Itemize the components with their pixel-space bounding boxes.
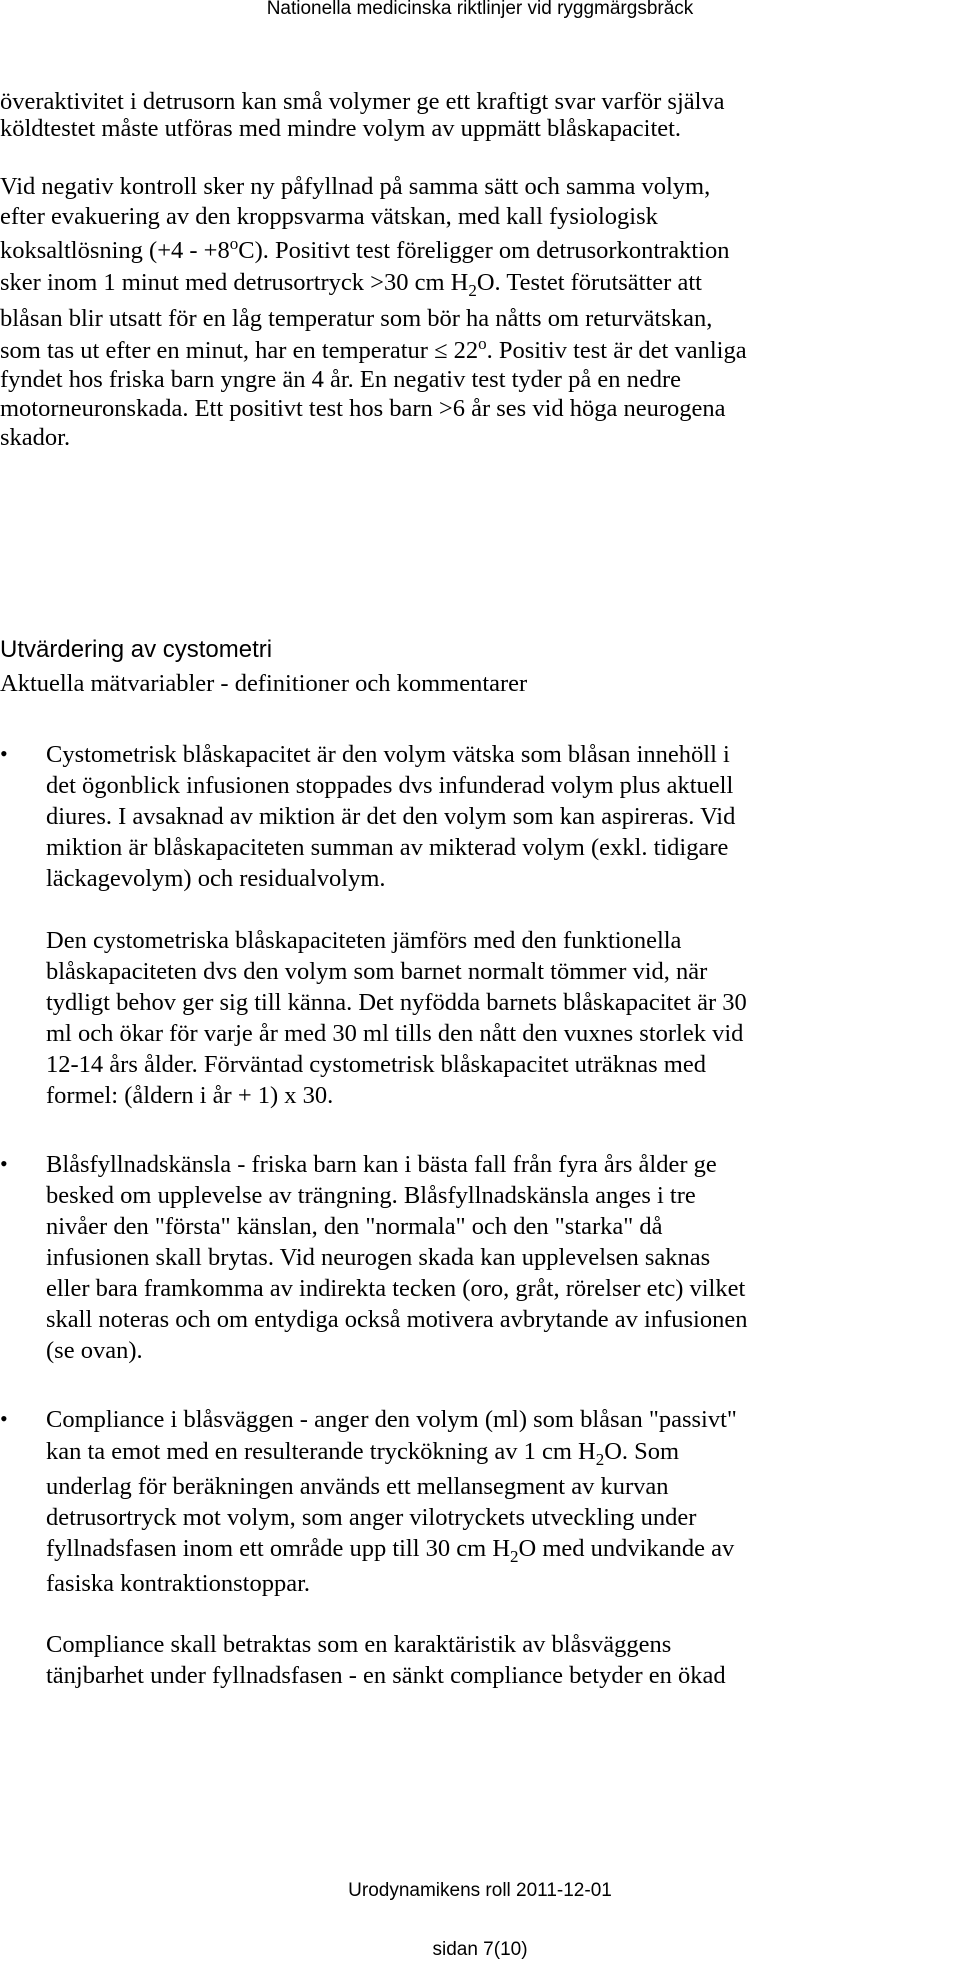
list-item-line: underlag för beräkningen används ett mellansegment av kurvan — [46, 1473, 669, 1500]
list-item-line: miktion är blåskapaciteten summan av mikterad volym (exkl. tidigare — [46, 834, 729, 861]
list-item-line: nivåer den "första" känslan, den "normala" och den "starka" då — [46, 1213, 663, 1240]
running-header: Nationella medicinska riktlinjer vid ryggmärgsbråck — [266, 0, 694, 19]
paragraph-line: fyndet hos friska barn yngre än 4 år. En negativ test tyder på en nedre — [0, 366, 681, 393]
paragraph-line: motorneuronskada. Ett positivt test hos barn >6 år ses vid höga neurogena — [0, 395, 726, 422]
text-run: O med undvikande av — [518, 1535, 735, 1562]
list-item-line: detrusortryck mot volym, som anger vilotryckets utveckling under — [46, 1504, 697, 1531]
list-item-line — [46, 1438, 680, 1469]
list-item-line: fasiska kontraktionstoppar. — [46, 1570, 311, 1597]
list-item-line: besked om upplevelse av trängning. Blåsfyllnadskänsla anges i tre — [46, 1182, 696, 1209]
list-item-line: eller bara framkomma av indirekta tecken (oro, gråt, rörelser etc) vilket — [46, 1275, 746, 1302]
list-item-line: blåskapaciteten dvs den volym som barnet normalt tömmer vid, när — [46, 958, 708, 985]
subscript: 2 — [468, 280, 477, 300]
text-run: C). Positivt test föreligger om detrusorkontraktion — [238, 237, 730, 264]
list-item-line: tydligt behov ger sig till känna. Det nyfödda barnets blåskapacitet är 30 — [46, 989, 747, 1016]
list-item-line: skall noteras och om entydiga också motivera avbrytande av infusionen — [46, 1306, 748, 1333]
list-item-line: Cystometrisk blåskapacitet är den volym vätska som blåsan innehöll i — [46, 741, 730, 768]
list-item-line: läckagevolym) och residualvolym. — [46, 865, 386, 892]
section-heading: Utvärdering av cystometri — [0, 636, 273, 663]
text-run: O. Som — [604, 1438, 680, 1465]
list-item-line: diures. I avsaknad av miktion är det den volym som kan aspireras. Vid — [46, 803, 736, 830]
list-item-line: 12-14 års ålder. Förväntad cystometrisk blåskapacitet uträknas med — [46, 1051, 706, 1078]
footer-document-info: Urodynamikens roll 2011-12-01 — [348, 1880, 612, 1901]
list-item-line: tänjbarhet under fyllnadsfasen - en sänkt compliance betyder en ökad — [46, 1662, 726, 1689]
section-subheading: Aktuella mätvariabler - definitioner och kommentarer — [0, 670, 528, 697]
paragraph-line — [0, 269, 702, 300]
paragraph-line: Vid negativ kontroll sker ny påfyllnad på samma sätt och samma volym, — [0, 173, 711, 200]
paragraph-line: köldtestet måste utföras med mindre volym av uppmätt blåskapacitet. — [0, 115, 682, 142]
list-item-line: Compliance skall betraktas som en karaktäristik av blåsväggens — [46, 1631, 672, 1658]
degree-sup: o — [229, 233, 239, 253]
paragraph-line: skador. — [0, 424, 71, 451]
degree-sup: o — [478, 333, 487, 353]
text-run: O. Testet förutsätter att — [476, 269, 702, 296]
list-item-line: (se ovan). — [46, 1337, 143, 1364]
bullet-dot: • — [0, 1406, 8, 1431]
text-run: fyllnadsfasen inom ett område upp till 30 cm H — [46, 1535, 511, 1562]
list-item-line: formel: (åldern i år + 1) x 30. — [46, 1082, 334, 1109]
text-run: som tas ut efter en minut, har en temperatur — [0, 337, 435, 364]
paragraph-line: efter evakuering av den kroppsvarma vätskan, med kall fysiologisk — [0, 203, 658, 230]
subscript: 2 — [510, 1546, 519, 1566]
subscript: 2 — [595, 1449, 605, 1469]
less-equal-symbol: ≤ — [434, 337, 448, 364]
list-item-line: Den cystometriska blåskapaciteten jämförs med den funktionella — [46, 927, 682, 954]
text-run: sker inom 1 minut med detrusortryck >30 cm H — [0, 269, 469, 296]
text-run: koksaltlösning (+4 - +8 — [0, 237, 230, 264]
list-item-line — [46, 1535, 735, 1566]
bullet-dot: • — [0, 741, 8, 766]
list-item-line: infusionen skall brytas. Vid neurogen skada kan upplevelsen saknas — [46, 1244, 711, 1271]
paragraph-line — [0, 333, 747, 365]
paragraph-line — [0, 233, 730, 265]
text-run: . Positiv test är det vanliga — [486, 337, 747, 364]
page-number: sidan 7(10) — [432, 1939, 528, 1960]
list-item-line: det ögonblick infusionen stoppades dvs infunderad volym plus aktuell — [46, 772, 734, 799]
paragraph-line: överaktivitet i detrusorn kan små volymer ge ett kraftigt svar varför själva — [0, 88, 725, 115]
list-item-line: Blåsfyllnadskänsla - friska barn kan i bästa fall från fyra års ålder ge — [46, 1151, 717, 1178]
bullet-dot: • — [0, 1151, 8, 1176]
text-run: kan ta emot med en resulterande tryckökning av 1 cm H — [46, 1438, 596, 1465]
list-item-line: ml och ökar för varje år med 30 ml tills den nått den vuxnes storlek vid — [46, 1020, 744, 1047]
text-run: 22 — [447, 337, 479, 364]
paragraph-line: blåsan blir utsatt för en låg temperatur som bör ha nåtts om returvätskan, — [0, 305, 713, 332]
list-item-line: Compliance i blåsväggen - anger den volym (ml) som blåsan "passivt" — [46, 1406, 737, 1433]
